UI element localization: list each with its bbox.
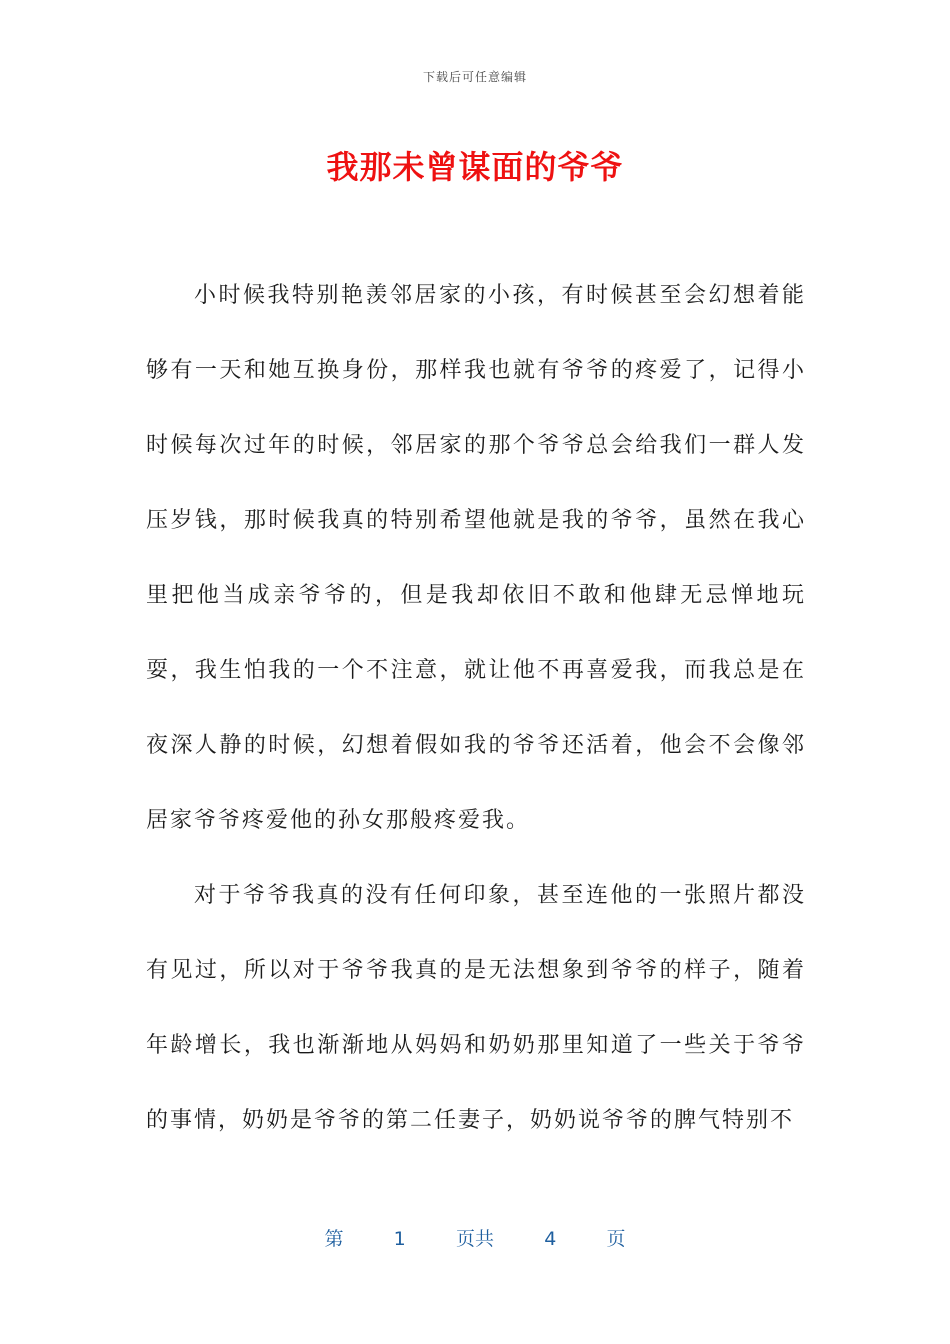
paragraph-2: 对于爷爷我真的没有任何印象，甚至连他的一张照片都没有见过，所以对于爷爷我真的是无法想象到爷爷的样子，随着年龄增长，我也渐渐地从妈妈和奶奶那里知道了一些关于爷爷的事情，奶奶是爷爷的第二任妻子，奶奶说爷爷的脾气特别不	[146, 883, 806, 1133]
page-label-suffix: 页	[606, 1228, 626, 1250]
page-footer	[0, 1224, 950, 1251]
page-label-mid: 页共	[455, 1228, 494, 1250]
document-body	[146, 258, 806, 1158]
page-total-number: 4	[544, 1228, 557, 1250]
header-note: 下载后可任意编辑	[422, 70, 527, 84]
page-current-number: 1	[393, 1228, 406, 1250]
document-title: 我那未曾谋面的爷爷	[326, 148, 624, 186]
paragraph-1: 小时候我特别艳羡邻居家的小孩，有时候甚至会幻想着能够有一天和她互换身份，那样我也就有爷爷的疼爱了，记得小时候每次过年的时候，邻居家的那个爷爷总会给我们一群人发压岁钱，那时候我真的特别希望他就是我的爷爷，虽然在我心里把他当成亲爷爷的，但是我却依旧不敢和他肆无忌惮地玩耍，我生怕我的一个不注意，就让他不再喜爱我，而我总是在夜深人静的时候，幻想着假如我的爷爷还活着，他会不会像邻居家爷爷疼爱他的孙女那般疼爱我。	[146, 283, 806, 833]
page-label-prefix: 第	[324, 1228, 344, 1250]
